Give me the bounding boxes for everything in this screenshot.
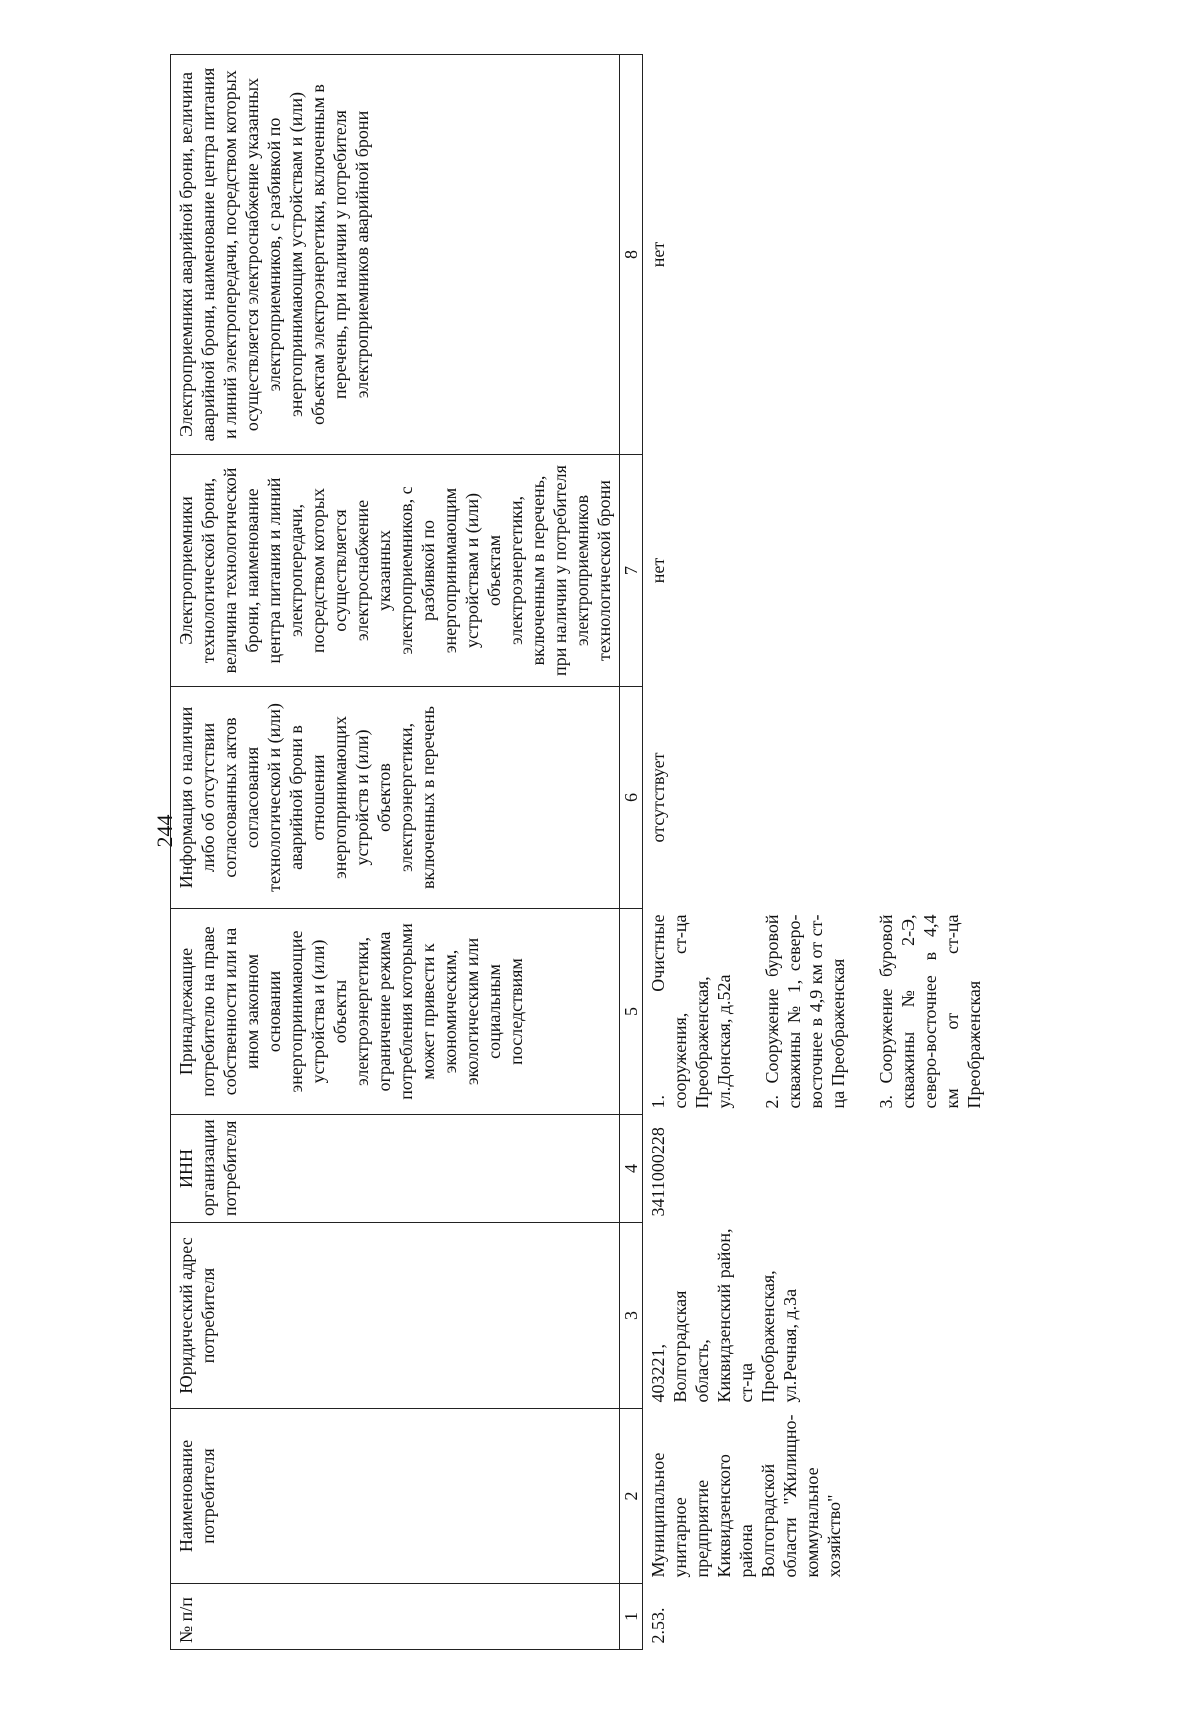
acts-value: отсутствует — [648, 752, 668, 843]
consumer-table — [170, 54, 989, 1650]
legal-address: 403221, Волгоградская область, Киквидзенский район, ст-ца Преображенская, ул.Речная, д.3а — [648, 1228, 800, 1403]
objects-list — [643, 909, 990, 1115]
rotated-page-content — [170, 55, 1200, 1650]
header-consumer-name: Наименование потребителя — [171, 1409, 620, 1584]
header-row — [171, 55, 620, 1650]
column-number: 3 — [620, 1223, 643, 1409]
header-emergency-reserve: Электроприемники аварийной брони, величина аварийной брони, наименование центра питания и линий электропередачи, посредством которых осуществляется электроснабжение указанных электроприемников, с разбивкой по энергопринимающим устройствам и (или) объектам электроэнергетики, включенным в перечень, при наличии у потребителя электроприемников аварийной брони — [171, 55, 620, 455]
header-acts-info: Информация о наличии либо об отсутствии согласованных актов согласования технологической и (или) аварийной брони в отношении энергопринимающих устройств и (или) объектов электроэнергетики, включенных в перечень — [171, 687, 620, 909]
consumer-name: Муниципальное унитарное предприятие Киквидзенского района Волгоградской области "Жилищно-коммунальное хозяйство" — [648, 1414, 844, 1578]
column-number: 2 — [620, 1409, 643, 1584]
header-tech-reserve: Электроприемники технологической брони, величина технологической брони, наименование центра питания и линий электропередачи, посредством которых осуществляется электроснабжение указанных электроприемников, с разбивкой по энергопринимающим устройствам и (или) объектам электроэнергетики, включенным в перечень, при наличии у потребителя электроприемников технологической брони — [171, 455, 620, 687]
object-item: 1. Очистные сооружения, ст-ца Преображенская, ул.Донская, д.52а — [648, 914, 734, 1109]
object-item: 2. Сооружение буровой скважины № 1, северо-восточнее в 4,9 км от ст-ца Преображенская — [762, 914, 848, 1109]
header-inn: ИНН организации потребителя — [171, 1115, 620, 1223]
column-number: 8 — [620, 55, 643, 455]
page-number: 244 — [152, 814, 177, 848]
column-number: 1 — [620, 1584, 643, 1650]
column-number: 6 — [620, 687, 643, 909]
row-number: 2.53. — [648, 1607, 668, 1644]
tech-reserve-value: нет — [648, 557, 668, 584]
header-devices: Принадлежащие потребителю на праве собственности или на ином законном основании энергопринимающие устройства и (или) объекты электроэнергетики, ограничение режима потребления которыми может привести к экономическим, экологическим или социальным последствиям — [171, 909, 620, 1115]
column-number: 5 — [620, 909, 643, 1115]
header-num: № п/п — [171, 1584, 620, 1650]
object-item: 3. Сооружение буровой скважины № 2-Э, северо-восточнее в 4,4 км от ст-ца Преображенская — [876, 914, 984, 1109]
table-row — [643, 55, 990, 1650]
column-number: 4 — [620, 1115, 643, 1223]
column-number-row — [620, 55, 643, 1650]
header-legal-address: Юридический адрес потребителя — [171, 1223, 620, 1409]
emergency-reserve-value: нет — [648, 241, 668, 268]
inn-value: 3411000228 — [648, 1127, 668, 1217]
column-number: 7 — [620, 455, 643, 687]
